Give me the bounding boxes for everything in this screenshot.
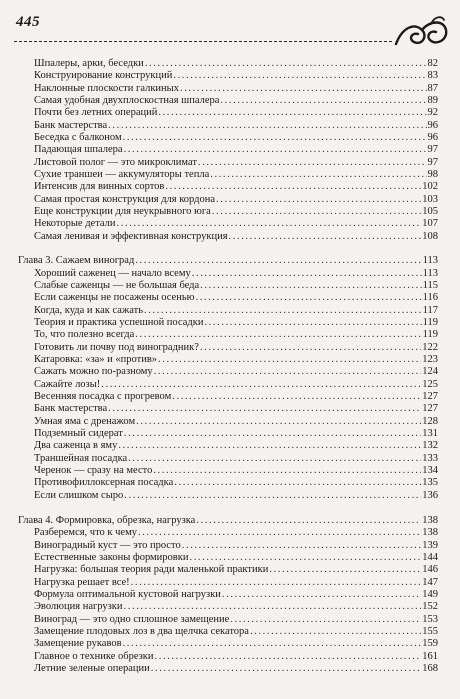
toc-entry: Эволюция нагрузки ..... 152 (18, 601, 438, 613)
toc-entry: Подземный сидерат ..... 131 (18, 428, 438, 440)
toc-entry: Весенняя посадка с прогревом ..... 127 (18, 391, 438, 403)
toc-entry: Траншейная посадка ..... 133 (18, 453, 438, 465)
toc-entry: Наклонные плоскости галкиных ..... 87 (18, 83, 438, 95)
toc-entry: Самая ленивая и эффективная конструкция ..... 108 (18, 231, 438, 243)
toc-entry: Банк мастерства ..... 127 (18, 403, 438, 415)
toc-entry: Хороший саженец — начало всему ..... 113 (18, 268, 438, 280)
toc-entry: Банк мастерства ..... 96 (18, 120, 438, 132)
toc-entry: Замещение плодовых лоз в два щелчка секатора ..... 155 (18, 626, 438, 638)
table-of-contents (18, 58, 438, 676)
toc-entry: Естественные законы формировки ..... 144 (18, 552, 438, 564)
toc-entry: Черенок — сразу на место ..... 134 (18, 465, 438, 477)
toc-entry: Самая простая конструкция для кордона ..... 103 (18, 194, 438, 206)
chapter-heading: Глава 4. Формировка, обрезка, нагрузка ..... 138 (18, 515, 438, 527)
toc-entry: Противофиллоксерная посадка ..... 135 (18, 477, 438, 489)
toc-entry: Готовить ли почву под виноградник? ..... 122 (18, 342, 438, 354)
toc-entry: Самая удобная двухплоскостная шпалера ..... 89 (18, 95, 438, 107)
toc-entry: Сухие траншеи — аккумуляторы тепла ..... 98 (18, 169, 438, 181)
toc-entry: Падающая шпалера ..... 97 (18, 144, 438, 156)
toc-entry: Беседка с балконом ..... 96 (18, 132, 438, 144)
header-rule (14, 41, 392, 42)
toc-entry: Разберемся, что к чему ..... 138 (18, 527, 438, 539)
toc-entry: Замещение рукавов ..... 159 (18, 638, 438, 650)
toc-chapter-3 (18, 255, 438, 502)
toc-entry: Летние зеленые операции ..... 168 (18, 663, 438, 675)
toc-entry: Если слишком сыро ..... 136 (18, 490, 438, 502)
section-spacer (18, 502, 438, 515)
toc-entry: Если саженцы не посажены осенью ..... 116 (18, 292, 438, 304)
toc-entry: Интенсив для винных сортов ..... 102 (18, 181, 438, 193)
toc-entry: Почти без летних операций ..... 92 (18, 107, 438, 119)
page-number: 445 (16, 14, 40, 30)
grapevine-ornament-icon (392, 14, 452, 54)
toc-entry: Главное о технике обрезки ..... 161 (18, 651, 438, 663)
toc-entry: Когда, куда и как сажать ..... 117 (18, 305, 438, 317)
toc-chapter-4 (18, 515, 438, 675)
toc-entry: Два саженца в яму ..... 132 (18, 440, 438, 452)
toc-entry: Конструирование конструкций ..... 83 (18, 70, 438, 82)
toc-entry: Еще конструкции для неукрывного юга ..... 105 (18, 206, 438, 218)
chapter-heading: Глава 3. Сажаем виноград ..... 113 (18, 255, 438, 267)
toc-entry: Сажайте лозы! ..... 125 (18, 379, 438, 391)
toc-entry: Слабые саженцы — не большая беда ..... 115 (18, 280, 438, 292)
toc-entry: Виноград — это одно сплошное замещение ..... 153 (18, 614, 438, 626)
toc-entry: Листовой полог — это микроклимат ..... 97 (18, 157, 438, 169)
toc-entry: Теория и практика успешной посадки ..... 119 (18, 317, 438, 329)
section-spacer (18, 243, 438, 255)
toc-entry: Катаровка: «за» и «против» ..... 123 (18, 354, 438, 366)
toc-entry: Нагрузка: большая теория ради маленькой практики ..... 146 (18, 564, 438, 576)
toc-entry: Шпалеры, арки, беседки ..... 82 (18, 58, 438, 70)
toc-entry: То, что полезно всегда ..... 119 (18, 329, 438, 341)
toc-entry: Умная яма с дренажом ..... 128 (18, 416, 438, 428)
toc-entry: Сажать можно по-разному ..... 124 (18, 366, 438, 378)
toc-entry: Виноградный куст — это просто ..... 139 (18, 540, 438, 552)
toc-entry: Формула оптимальной кустовой нагрузки ..... 149 (18, 589, 438, 601)
toc-entry: Некоторые детали ..... 107 (18, 218, 438, 230)
toc-entry: Нагрузка решает все! ..... 147 (18, 577, 438, 589)
toc-section-structures (18, 58, 438, 243)
